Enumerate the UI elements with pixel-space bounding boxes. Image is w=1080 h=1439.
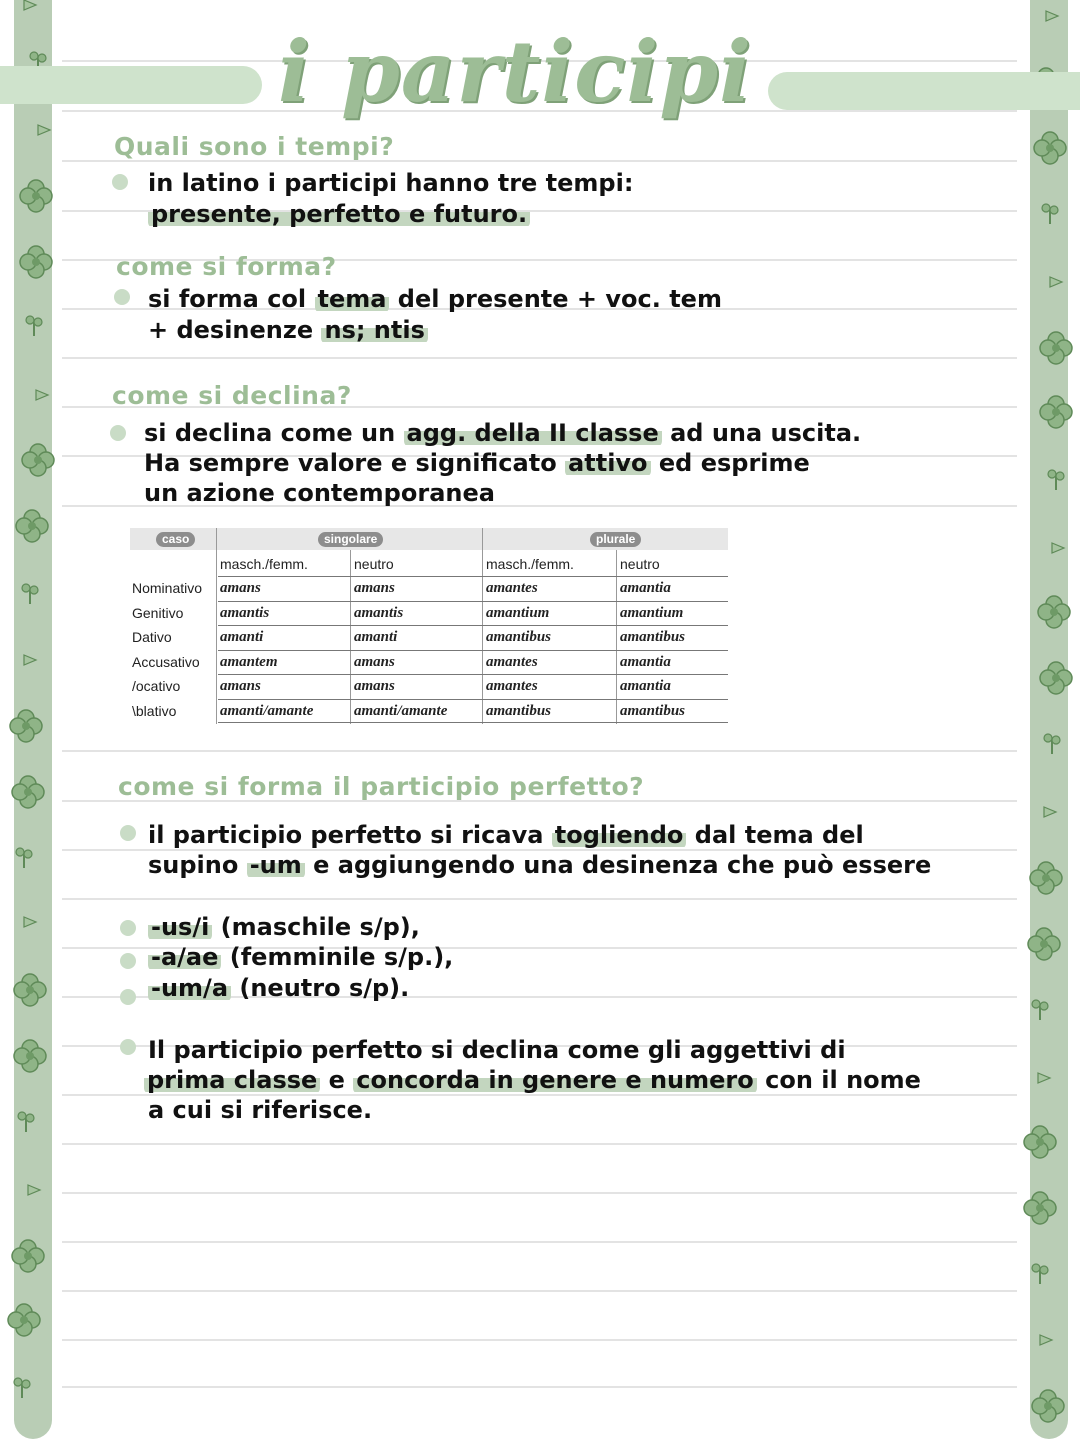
- table-cell: amans: [354, 678, 395, 695]
- table-cell: amantium: [620, 604, 684, 621]
- table-cell: amans: [220, 580, 261, 596]
- highlighted-text: prima classe: [144, 1066, 320, 1094]
- text-line: [148, 315, 428, 345]
- bullet: [120, 953, 136, 969]
- text-segment: Il participio perfetto si declina come gli aggettivi di: [148, 1036, 846, 1064]
- text-segment: e: [320, 1066, 354, 1094]
- table-cell: amantia: [620, 653, 671, 670]
- text-segment: si declina come un: [144, 419, 404, 447]
- table-divider: [216, 528, 217, 724]
- bullet: [112, 174, 128, 190]
- bullet: [114, 289, 130, 305]
- highlighted-text: tema: [315, 285, 390, 313]
- table-case-label: /ocativo: [132, 678, 181, 695]
- table-cell: amanti/amante: [220, 703, 314, 719]
- text-segment: (femminile s/p.),: [221, 943, 454, 971]
- title-band-right: [768, 72, 1080, 110]
- text-segment: dal tema del: [686, 821, 864, 849]
- column-header: masch./femm.: [486, 556, 574, 572]
- section-heading-forma: come si forma?: [116, 252, 337, 281]
- section-heading-declina: come si declina?: [112, 381, 352, 410]
- highlighted-text: concorda in genere e numero: [353, 1066, 756, 1094]
- table-cell: amanti: [220, 629, 264, 646]
- table-case-label: Dativo: [132, 629, 172, 646]
- bullet: [120, 1039, 136, 1055]
- text-line: [148, 850, 931, 880]
- table-cell: amantibus: [620, 629, 686, 646]
- table-cell: amantis: [354, 604, 404, 621]
- highlighted-text: ns; ntis: [321, 316, 427, 344]
- section-heading-tempi: Quali sono i tempi?: [114, 132, 395, 161]
- text-segment: si forma col: [148, 285, 315, 313]
- text-line: [148, 284, 722, 314]
- text-segment: del presente + voc. tem: [389, 285, 722, 313]
- table-case-label: \blativo: [132, 703, 177, 719]
- text-line: [144, 448, 810, 478]
- text-segment: e aggiungendo una desinenza che può essere: [304, 851, 932, 879]
- highlighted-text: agg. della II classe: [404, 419, 662, 447]
- text-segment: + desinenze: [148, 316, 322, 344]
- text-segment: Ha sempre valore e significato: [144, 449, 566, 477]
- table-cell: amantes: [486, 678, 538, 695]
- declension-table: [130, 528, 728, 724]
- highlighted-text: attivo: [565, 449, 651, 477]
- text-line: [144, 418, 861, 448]
- text-segment: il participio perfetto si ricava: [148, 821, 552, 849]
- column-header: neutro: [620, 556, 660, 572]
- bullet: [120, 989, 136, 1005]
- bullet: [120, 920, 136, 936]
- table-cell: amantem: [220, 653, 278, 670]
- highlighted-text: presente, perfetto e futuro.: [148, 200, 530, 228]
- table-cell: amantis: [220, 604, 270, 621]
- ending-line: [148, 973, 409, 1003]
- text-segment: (maschile s/p),: [212, 913, 420, 941]
- table-cell: amans: [354, 580, 395, 596]
- text-line: [148, 199, 530, 229]
- column-header: neutro: [354, 556, 394, 572]
- text-line: [144, 478, 495, 508]
- highlighted-text: -us/i: [148, 913, 212, 941]
- header-pill-plurale: plurale: [590, 532, 641, 547]
- header-pill-caso: caso: [156, 532, 195, 547]
- ending-line: [148, 942, 453, 972]
- table-cell: amanti: [354, 629, 398, 646]
- text-line: [148, 1035, 846, 1065]
- highlighted-text: -um/a: [148, 974, 231, 1002]
- section-heading-perfetto: come si forma il participio perfetto?: [118, 772, 645, 801]
- table-row-line: [218, 722, 728, 723]
- text-segment: ad una uscita.: [661, 419, 862, 447]
- bullet: [110, 425, 126, 441]
- text-segment: a cui si riferisce.: [148, 1096, 373, 1124]
- table-cell: amantium: [486, 604, 550, 621]
- table-case-label: Nominativo: [132, 580, 203, 596]
- header-pill-singolare: singolare: [318, 532, 383, 547]
- text-line: [148, 820, 864, 850]
- text-line: [148, 1095, 372, 1125]
- page-title: i participi: [278, 22, 752, 121]
- table-case-label: Accusativo: [132, 653, 200, 670]
- column-header: masch./femm.: [220, 556, 308, 572]
- table-cell: amantia: [620, 580, 671, 596]
- highlighted-text: -um: [247, 851, 305, 879]
- bullet: [120, 825, 136, 841]
- highlighted-text: togliendo: [552, 821, 687, 849]
- table-cell: amantibus: [486, 703, 552, 719]
- text-segment: ed esprime: [650, 449, 810, 477]
- text-segment: un azione contemporanea: [144, 479, 495, 507]
- text-segment: in latino i participi hanno tre tempi:: [148, 169, 634, 197]
- text-line: [144, 1065, 921, 1095]
- text-line: [148, 168, 633, 198]
- text-segment: supino: [148, 851, 247, 879]
- table-cell: amantes: [486, 580, 538, 596]
- table-cell: amans: [220, 678, 261, 695]
- highlighted-text: -a/ae: [148, 943, 221, 971]
- table-cell: amantibus: [486, 629, 552, 646]
- ending-line: [148, 912, 420, 942]
- table-cell: amanti/amante: [354, 703, 448, 719]
- table-cell: amantia: [620, 678, 671, 695]
- table-cell: amans: [354, 653, 395, 670]
- table-case-label: Genitivo: [132, 604, 184, 621]
- text-segment: (neutro s/p).: [231, 974, 410, 1002]
- table-cell: amantes: [486, 653, 538, 670]
- text-segment: con il nome: [756, 1066, 921, 1094]
- title-band-left: [0, 66, 262, 104]
- table-cell: amantibus: [620, 703, 686, 719]
